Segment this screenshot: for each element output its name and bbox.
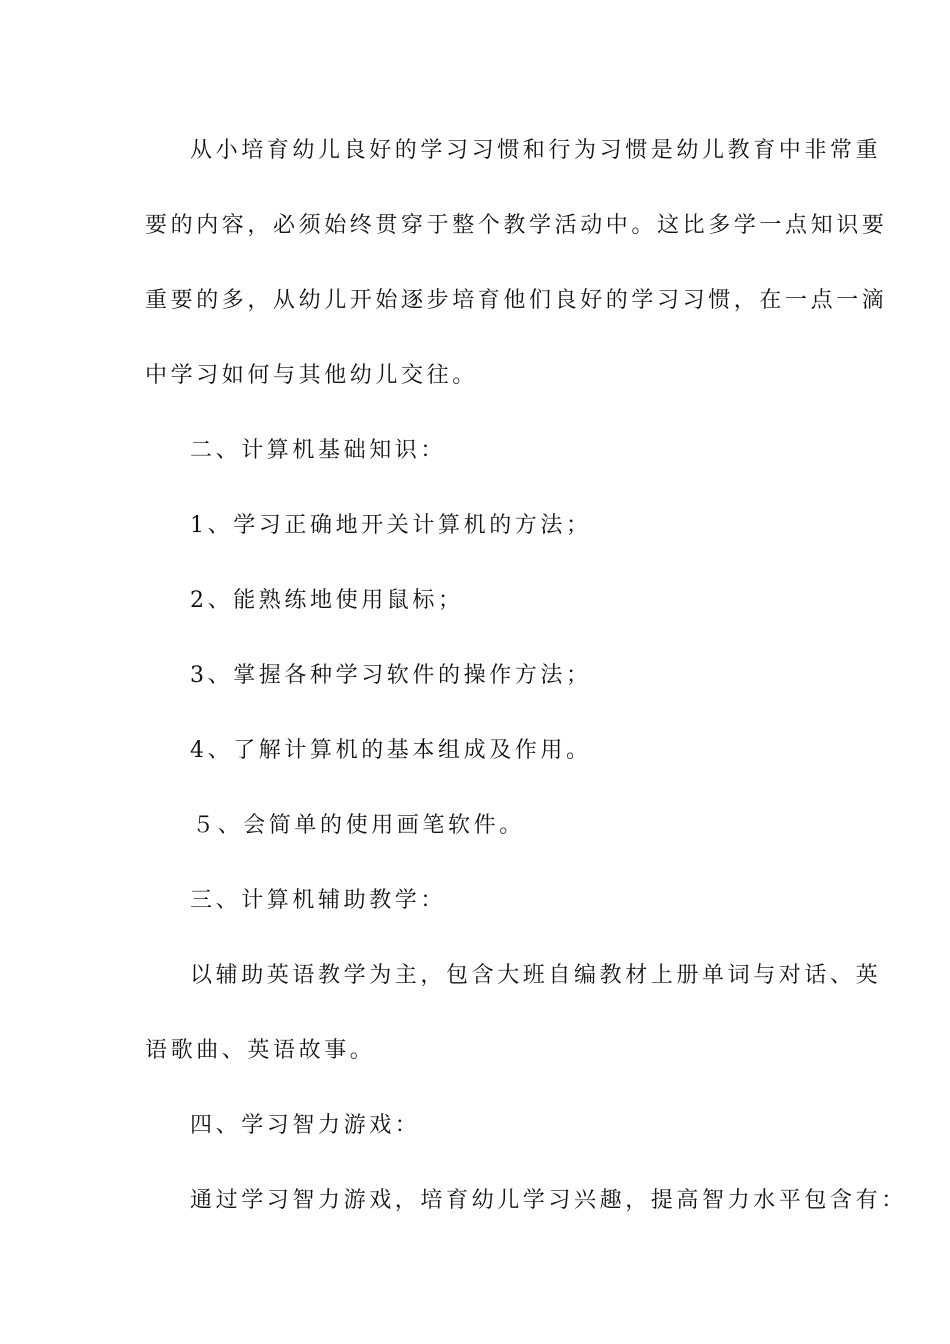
section-heading-4: 四、学习智力游戏：: [190, 1113, 421, 1138]
paragraph-3-line-2: 语歌曲、英语故事。: [145, 1038, 376, 1063]
paragraph-1-line-4: 中学习如何与其他幼儿交往。: [145, 363, 478, 388]
section-heading-3: 三、计算机辅助教学：: [190, 888, 447, 913]
list-item-4: 4、了解计算机的基本组成及作用。: [190, 738, 592, 763]
paragraph-3-line-1: 以辅助英语教学为主，包含大班自编教材上册单词与对话、英: [190, 963, 882, 988]
paragraph-1-line-3: 重要的多，从幼儿开始逐步培育他们良好的学习习惯，在一点一滴: [145, 288, 888, 313]
list-item-5: ５、会简单的使用画笔软件。: [192, 813, 525, 838]
section-heading-2: 二、计算机基础知识：: [190, 438, 447, 463]
paragraph-1-line-2: 要的内容，必须始终贯穿于整个教学活动中。这比多学一点知识要: [145, 213, 888, 238]
paragraph-4-line-1: 通过学习智力游戏，培育幼儿学习兴趣，提高智力水平包含有：: [190, 1188, 907, 1213]
paragraph-1-line-1: 从小培育幼儿良好的学习习惯和行为习惯是幼儿教育中非常重: [190, 138, 882, 163]
list-item-2: 2、能熟练地使用鼠标；: [190, 588, 464, 613]
list-item-3: 3、掌握各种学习软件的操作方法；: [190, 663, 592, 688]
list-item-1: 1、学习正确地开关计算机的方法；: [190, 513, 592, 538]
